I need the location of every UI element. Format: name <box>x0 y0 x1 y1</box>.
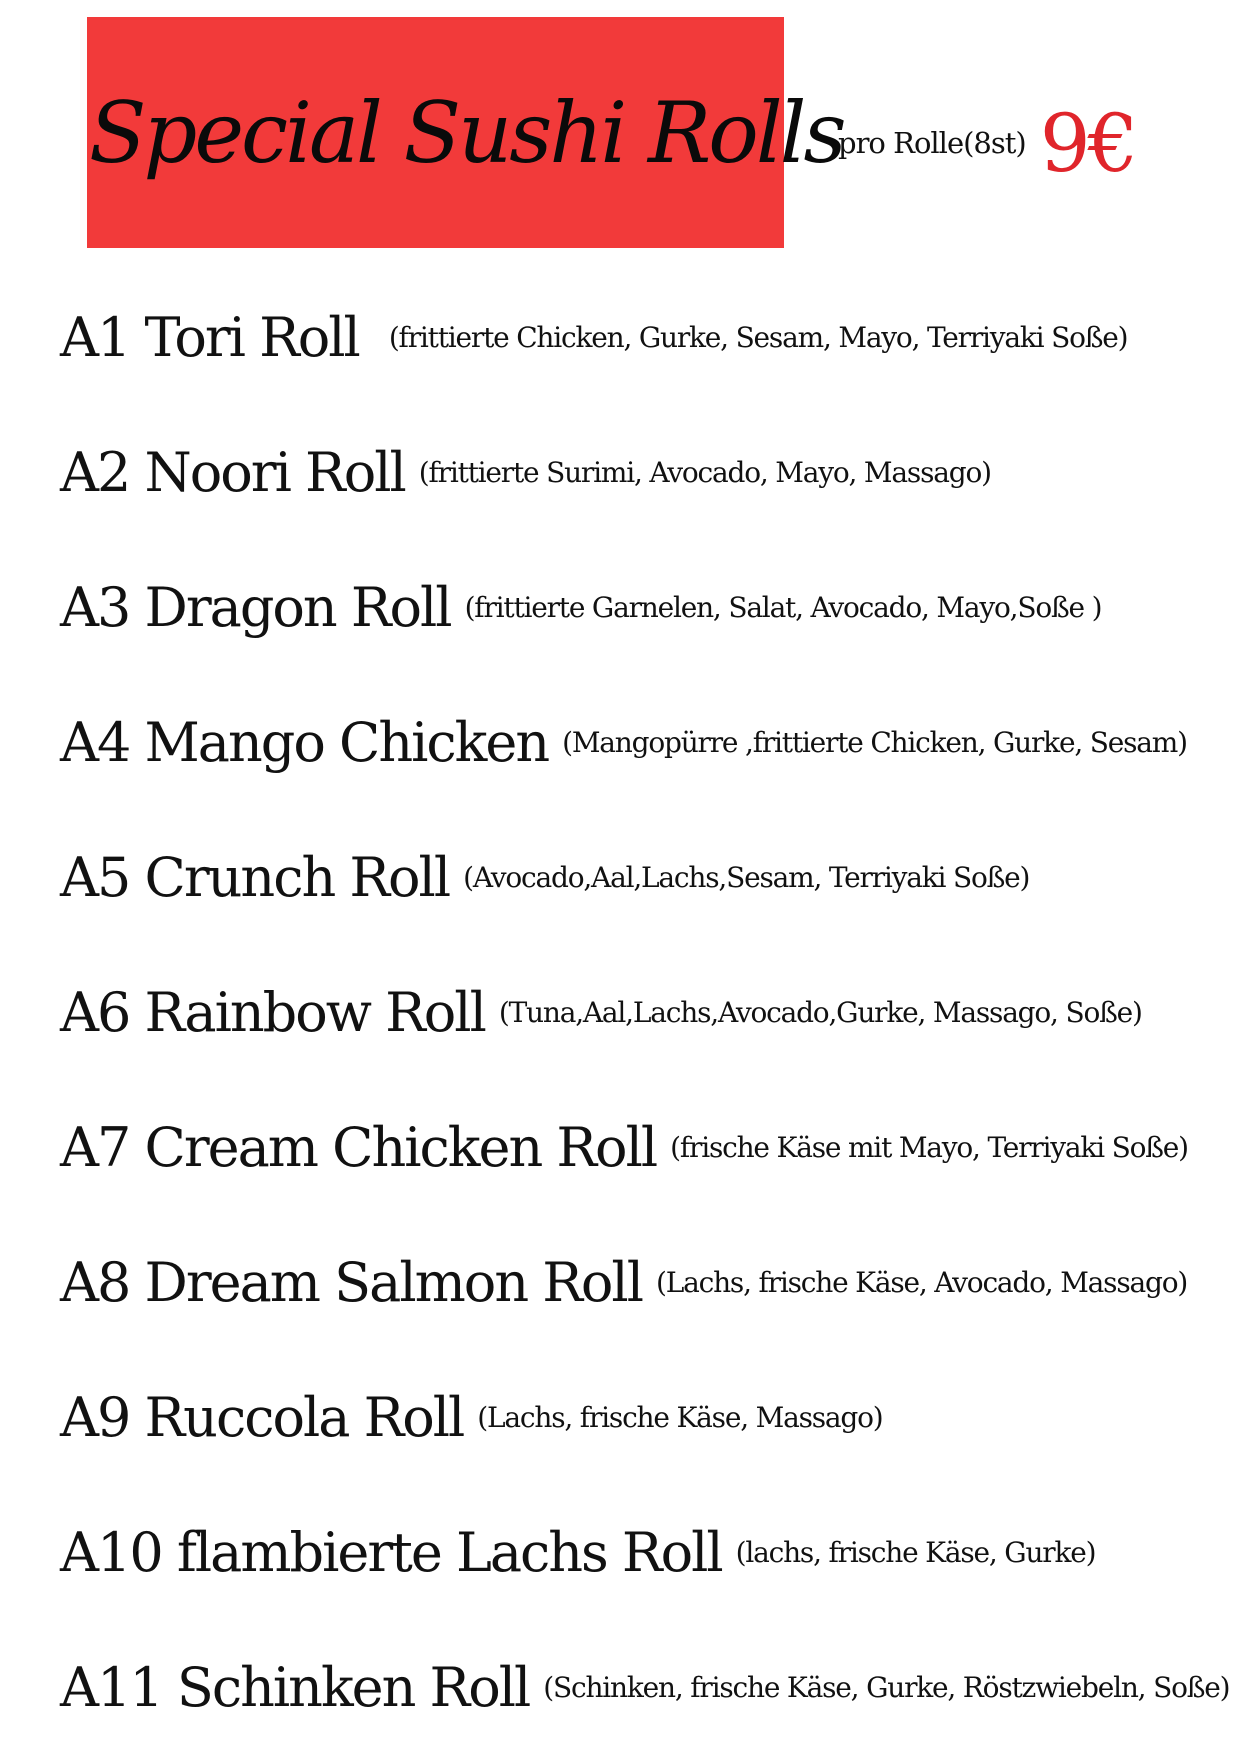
menu-item-a6 <box>60 945 1220 1080</box>
price-unit-note: pro Rolle(8st) <box>838 126 1026 160</box>
item-name: A2 Noori Roll <box>60 441 405 504</box>
menu-item-a3 <box>60 540 1220 675</box>
price-info <box>838 88 1136 198</box>
item-description: (Mangopürre ,frittierte Chicken, Gurke, Sesam) <box>562 726 1187 759</box>
item-description: (frittierte Chicken, Gurke, Sesam, Mayo, Terriyaki Soße) <box>388 321 1128 354</box>
item-name: A11 Schinken Roll <box>60 1656 530 1719</box>
item-description: (lachs, frische Käse, Gurke) <box>735 1536 1096 1569</box>
menu-item-a10 <box>60 1485 1220 1620</box>
item-name: A7 Cream Chicken Roll <box>60 1116 657 1179</box>
item-name: A3 Dragon Roll <box>60 576 451 639</box>
item-name: A6 Rainbow Roll <box>60 981 485 1044</box>
menu-item-a5 <box>60 810 1220 945</box>
menu-item-a2 <box>60 405 1220 540</box>
item-name: A9 Ruccola Roll <box>60 1386 464 1449</box>
item-description: (frittierte Garnelen, Salat, Avocado, Mayo,Soße ) <box>464 591 1102 624</box>
item-description: (Schinken, frische Käse, Gurke, Röstzwiebeln, Soße) <box>543 1671 1230 1704</box>
menu-item-a8 <box>60 1215 1220 1350</box>
item-description: (Lachs, frische Käse, Avocado, Massago) <box>655 1266 1188 1299</box>
item-name: A5 Crunch Roll <box>60 846 450 909</box>
item-description: (frische Käse mit Mayo, Terriyaki Soße) <box>670 1131 1188 1164</box>
menu-item-a4 <box>60 675 1220 810</box>
menu-item-a1 <box>60 270 1220 405</box>
item-description: (Tuna,Aal,Lachs,Avocado,Gurke, Massago, Soße) <box>498 996 1142 1029</box>
menu-item-a9 <box>60 1350 1220 1485</box>
menu-item-a11 <box>60 1620 1230 1755</box>
item-description: (Avocado,Aal,Lachs,Sesam, Terriyaki Soße) <box>463 861 1030 894</box>
item-name: A10 flambierte Lachs Roll <box>60 1521 722 1584</box>
menu-list <box>60 270 1230 1755</box>
price-value: 9€ <box>1039 96 1136 190</box>
item-description: (Lachs, frische Käse, Massago) <box>477 1401 883 1434</box>
page-title: Special Sushi Rolls <box>89 83 844 182</box>
item-description: (frittierte Surimi, Avocado, Mayo, Massago) <box>418 456 991 489</box>
title-banner <box>87 17 844 248</box>
item-name: A8 Dream Salmon Roll <box>60 1251 642 1314</box>
menu-item-a7 <box>60 1080 1220 1215</box>
item-name: A1 Tori Roll <box>60 306 359 369</box>
item-name: A4 Mango Chicken <box>60 711 549 774</box>
